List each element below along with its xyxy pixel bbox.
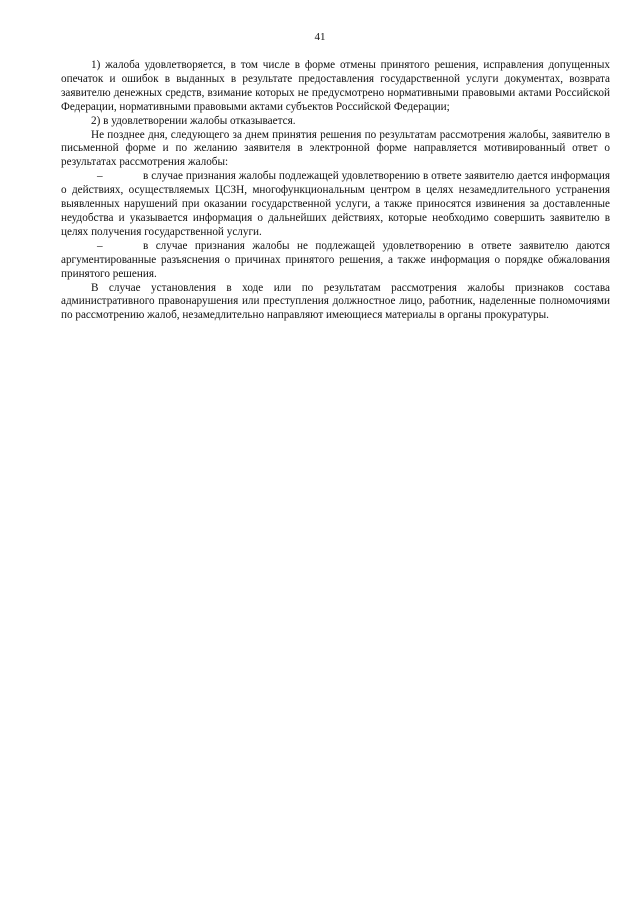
dash-bullet: – [97,170,103,183]
paragraph-response-deadline: Не позднее дня, следующего за днем принятия решения по результатам рассмотрения жалобы, заявителю в письменной форме и по желанию заявителя в электронной форме направляется мотивированный ответ о результатах рассмотрения жалобы: [61,128,610,169]
document-body [61,59,610,323]
list-item-rejected-response [61,240,610,282]
page-number: 41 [314,31,326,43]
paragraph-prosecution-referral: В случае установления в ходе или по результатам рассмотрения жалобы признаков состава административного правонарушения или преступления должностное лицо, работник, наделенные полномочиями по рассмотрению жалоб, незамедлительно направляют имеющиеся материалы в органы прокуратуры. [61,281,610,322]
list-item-text: в случае признания жалобы подлежащей удовлетворению в ответе заявителю дается информация о действиях, осуществляемых ЦСЗН, многофункциональным центром в целях незамедлительного устранения выявленных нарушений при оказании государственной услуги, а также приносятся извинения за доставленные неудобства и указывается информация о дальнейших действиях, которые необходимо совершить заявителю в целях получения государственной услуги. [61,170,610,238]
paragraph-complaint-satisfied: 1) жалоба удовлетворяется, в том числе в форме отмены принятого решения, исправления допущенных опечаток и ошибок в выданных в результате предоставления государственной услуги документах, возврата заявителю денежных средств, взимание которых не предусмотрено нормативными правовыми актами Российской Федерации, нормативными правовыми актами субъектов Российской Федерации; [61,59,610,113]
paragraph-complaint-rejected: 2) в удовлетворении жалобы отказывается. [91,114,296,127]
list-item-satisfied-response [61,170,610,240]
list-item-text: в случае признания жалобы не подлежащей удовлетворению в ответе заявителю даются аргументированные разъяснения о причинах принятого решения, а также информация о порядке обжалования принятого решения. [61,239,610,280]
dash-bullet: – [97,239,103,252]
